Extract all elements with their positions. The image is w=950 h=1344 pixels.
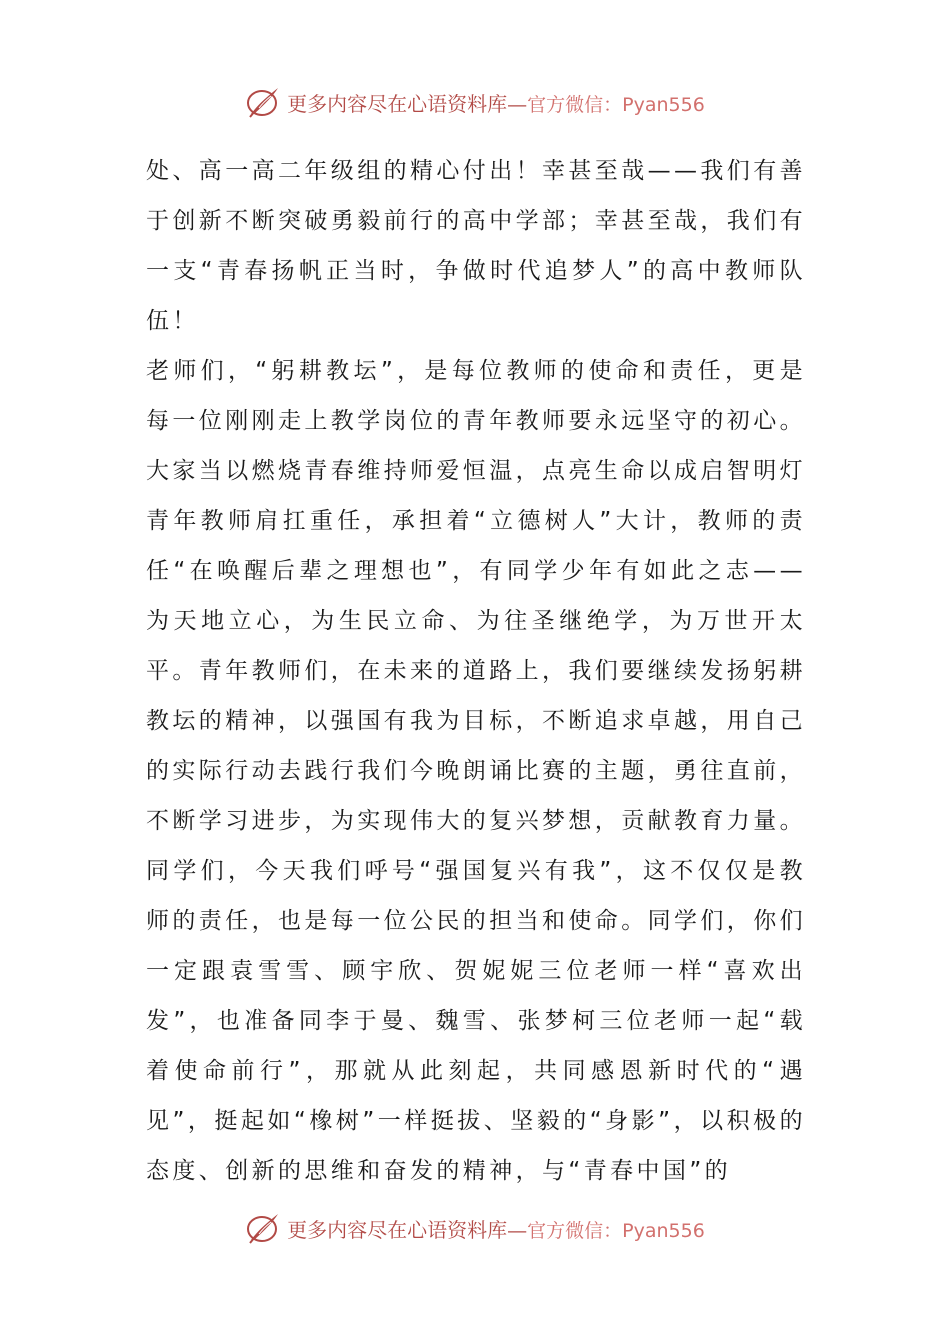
quill-pen-icon xyxy=(245,1210,281,1246)
paragraph: 处、高一高二年级组的精心付出！幸甚至哉——我们有善于创新不断突破勇毅前行的高中学部；幸甚至哉，我们有一支“青春扬帆正当时，争做时代追梦人”的高中教师队伍！ xyxy=(146,158,806,334)
header-banner xyxy=(0,82,950,122)
document-body xyxy=(146,146,806,1196)
paragraph: 老师们，“躬耕教坛”，是每位教师的使命和责任，更是每一位刚刚走上教学岗位的青年教师要永远坚守的初心。大家当以燃烧青春维持师爱恒温，点亮生命以成启智明灯青年教师肩扛重任，承担着“立德树人”大计，教师的责任“在唤醒后辈之理想也”，有同学少年有如此之志——为天地立心，为生民立命、为往圣继绝学，为万世开太平。青年教师们，在未来的道路上，我们要继续发扬躬耕教坛的精神，以强国有我为目标，不断追求卓越，用自己的实际行动去践行我们今晚朗诵比赛的主题，勇往直前，不断学习进步，为实现伟大的复兴梦想，贡献教育力量。 xyxy=(146,358,806,834)
header-banner-main: 更多内容尽在心语资料库— xyxy=(287,91,528,116)
header-banner-sub: 官方微信：Pyan556 xyxy=(527,93,705,116)
quill-pen-icon xyxy=(245,84,281,120)
paragraph: 同学们，今天我们呼号“强国复兴有我”，这不仅仅是教师的责任，也是每一位公民的担当和使命。同学们，你们一定跟袁雪雪、顾宇欣、贺妮妮三位老师一样“喜欢出发”，也准备同李于曼、魏雪、张梦柯三位老师一起“载着使命前行”，那就从此刻起，共同感恩新时代的“遇见”，挺起如“橡树”一样挺拔、坚毅的“身影”，以积极的态度、创新的思维和奋发的精神，与“青春中国”的 xyxy=(146,858,806,1184)
footer-banner-text xyxy=(287,1214,705,1243)
footer-banner-main: 更多内容尽在心语资料库— xyxy=(287,1217,528,1242)
footer-banner-sub: 官方微信：Pyan556 xyxy=(527,1219,705,1242)
header-banner-text xyxy=(287,88,705,117)
footer-banner xyxy=(0,1208,950,1248)
